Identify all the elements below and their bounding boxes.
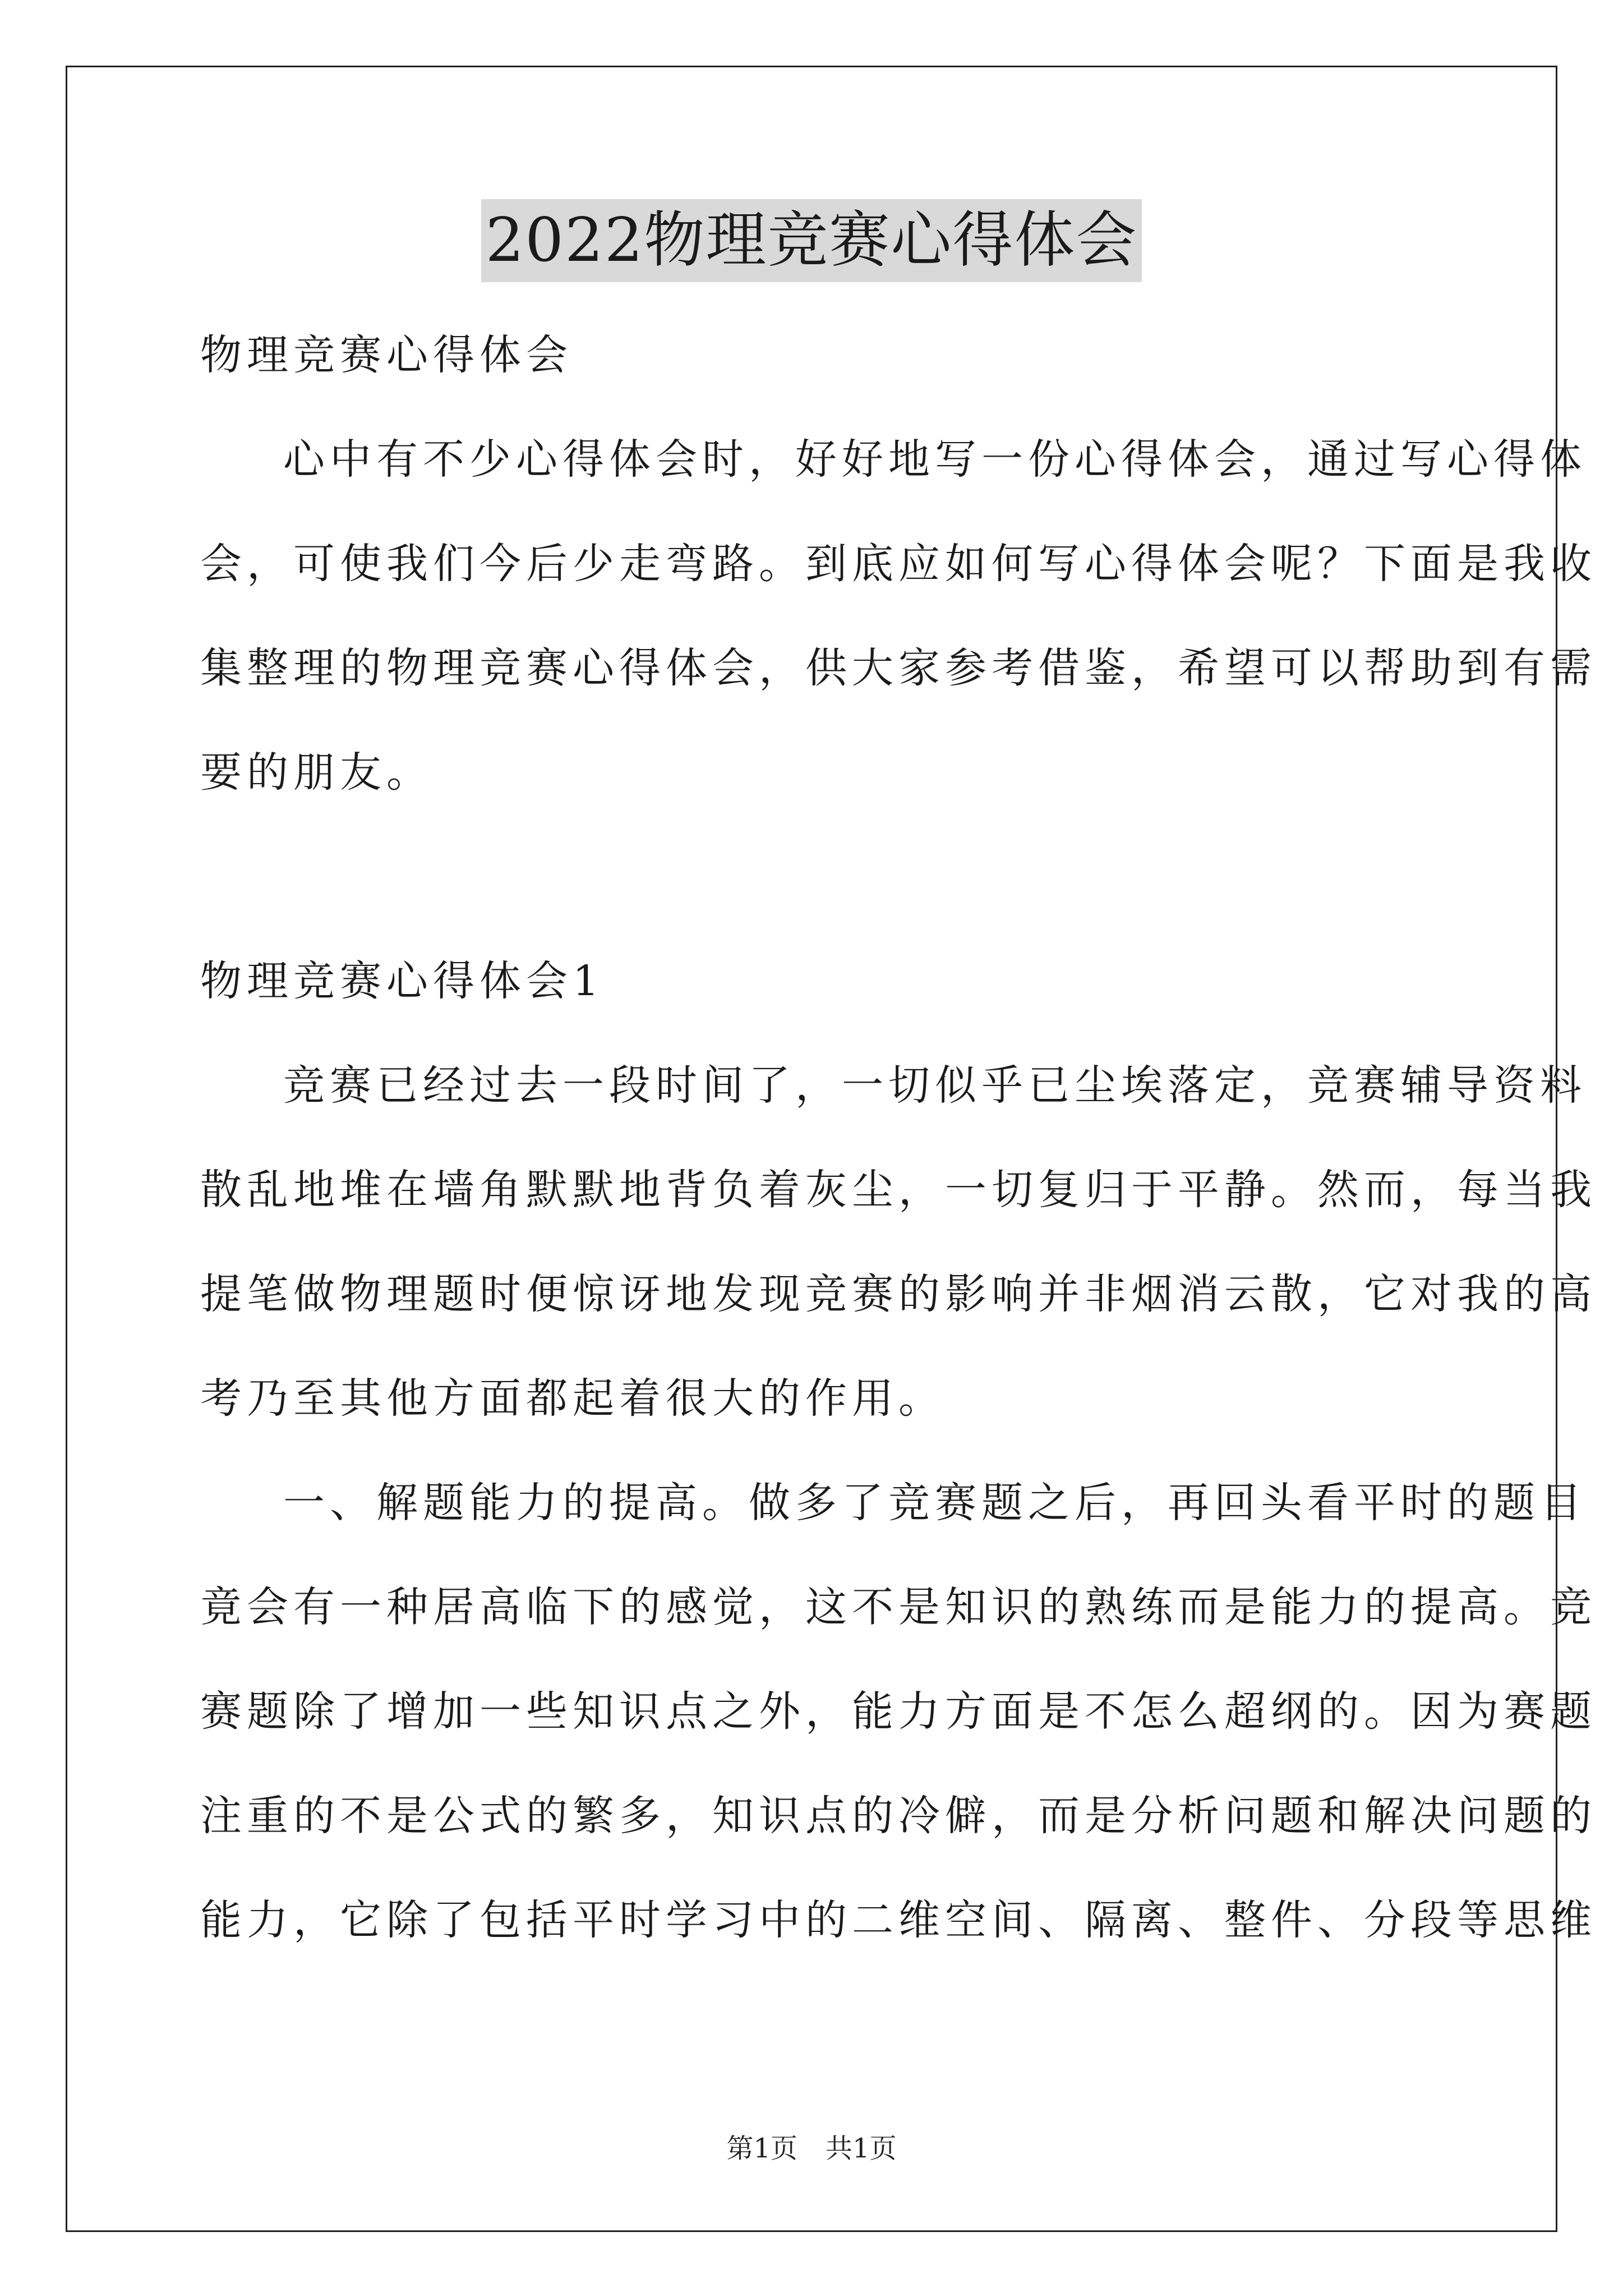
paragraph-line: 散乱地堆在墙角默默地背负着灰尘，一切复归于平静。然而，每当我 bbox=[200, 1166, 1597, 1214]
section-heading: 物理竞赛心得体会1 bbox=[200, 957, 605, 1005]
intro-line: 集整理的物理竞赛心得体会，供大家参考借鉴，希望可以帮助到有需 bbox=[200, 644, 1597, 692]
paragraph-line: 能力，它除了包括平时学习中的二维空间、隔离、整件、分段等思维 bbox=[200, 1896, 1597, 1944]
document-title: 2022物理竞赛心得体会 bbox=[481, 199, 1142, 282]
page-number: 第1页 bbox=[726, 2133, 797, 2164]
document-body bbox=[200, 303, 1597, 1972]
paragraph-line: 一、解题能力的提高。做多了竞赛题之后，再回头看平时的题目 bbox=[283, 1479, 1587, 1527]
paragraph-line: 竟会有一种居高临下的感觉，这不是知识的熟练而是能力的提高。竞 bbox=[200, 1583, 1597, 1631]
paragraph-line: 考乃至其他方面都起着很大的作用。 bbox=[200, 1374, 945, 1423]
intro-line: 心中有不少心得体会时，好好地写一份心得体会，通过写心得体 bbox=[283, 435, 1587, 484]
intro-line: 要的朋友。 bbox=[200, 748, 433, 797]
paragraph-line: 提笔做物理题时便惊讶地发现竞赛的影响并非烟消云散，它对我的高 bbox=[200, 1270, 1597, 1318]
document-subtitle: 物理竞赛心得体会 bbox=[200, 331, 573, 379]
paragraph-line: 赛题除了增加一些知识点之外，能力方面是不怎么超纲的。因为赛题 bbox=[200, 1687, 1597, 1736]
blank-line bbox=[200, 825, 1434, 929]
page-footer bbox=[0, 2132, 1623, 2165]
page-total: 共1页 bbox=[826, 2133, 897, 2164]
paragraph-line: 注重的不是公式的繁多，知识点的冷僻，而是分析问题和解决问题的 bbox=[200, 1792, 1597, 1840]
paragraph-line: 竞赛已经过去一段时间了，一切似乎已尘埃落定，竞赛辅导资料 bbox=[283, 1061, 1587, 1110]
title-container bbox=[0, 199, 1623, 282]
intro-line: 会，可使我们今后少走弯路。到底应如何写心得体会呢？下面是我收 bbox=[200, 540, 1597, 588]
